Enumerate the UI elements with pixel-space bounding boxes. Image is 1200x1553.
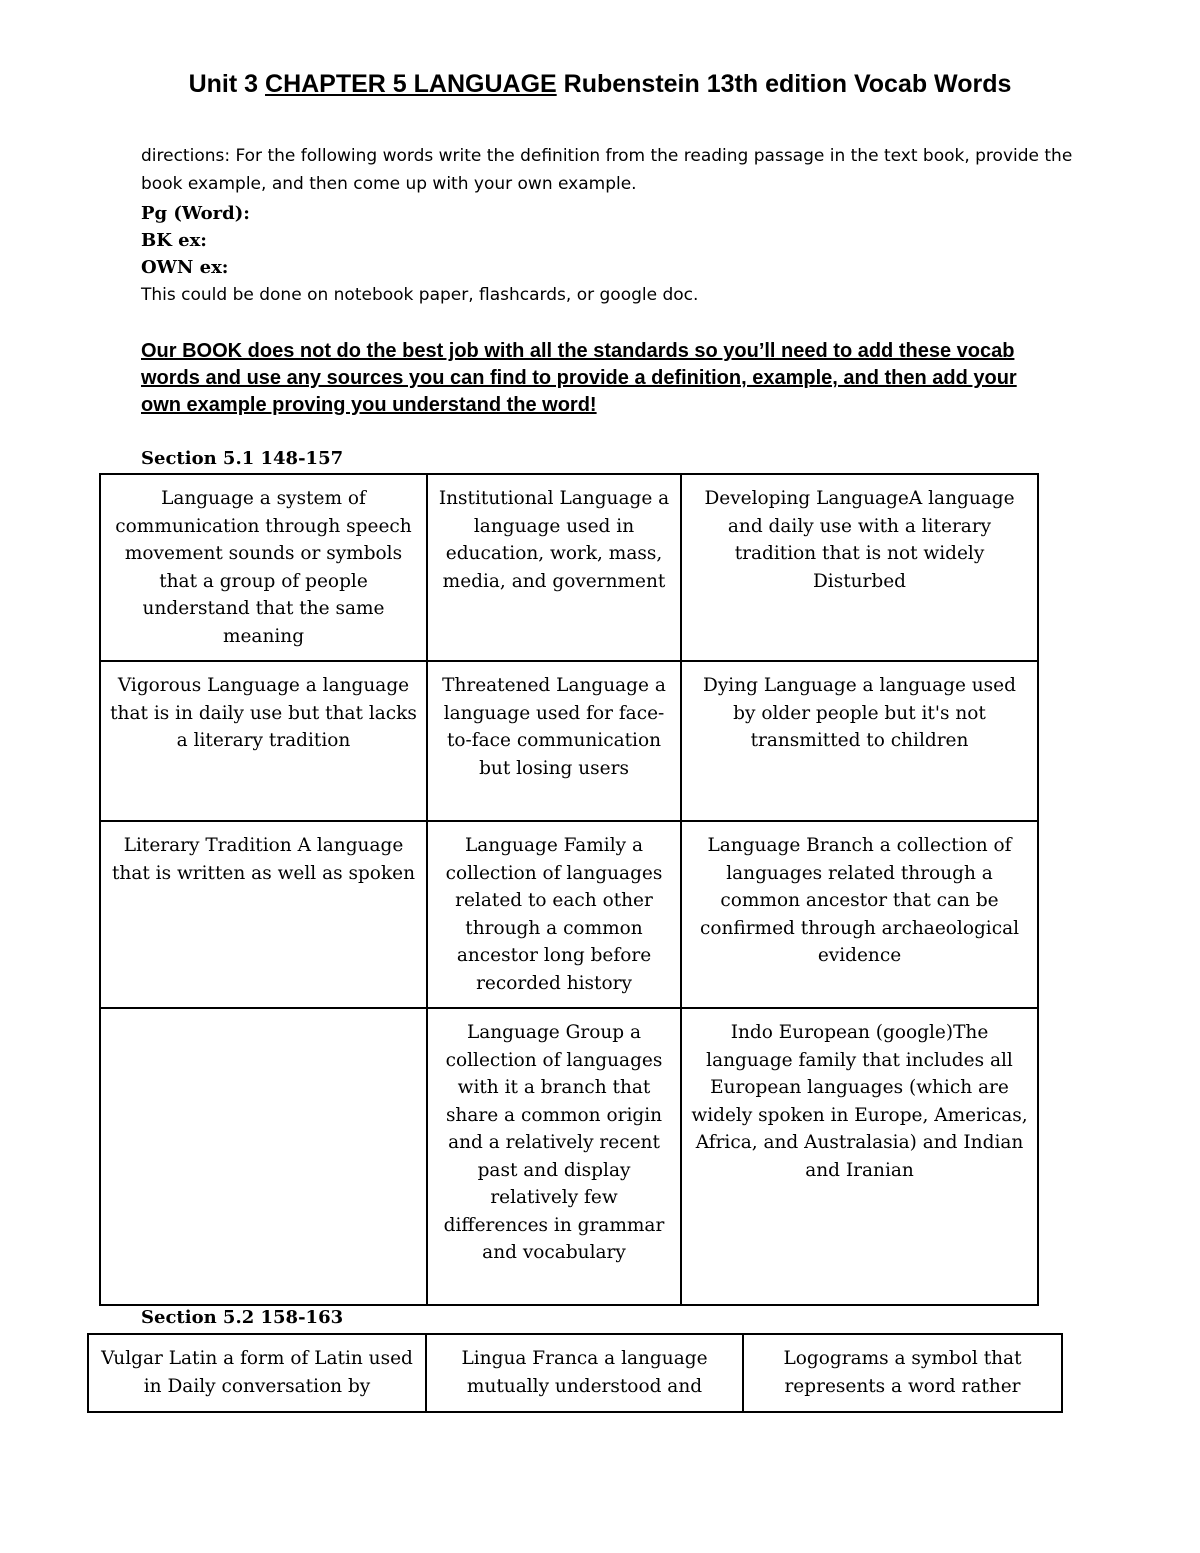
template-own-example: OWN ex: [141, 257, 229, 278]
directions-text: directions: For the following words write the definition from the reading passage in the text book, provide the book example, and then come up with your own example. [141, 146, 1073, 194]
vocab-cell: Literary Tradition A language that is written as well as spoken [100, 821, 427, 1008]
table-row [100, 474, 1038, 661]
title-suffix: Rubenstein 13th edition Vocab Words [556, 70, 1012, 98]
vocab-cell: Indo European (google)The language family that includes all European languages (which are widely spoken in Europe, Americas, Africa, and Australasia) and Indian and Iranian [681, 1008, 1038, 1305]
vocab-cell: Logograms a symbol that represents a word rather [743, 1334, 1062, 1412]
section-5-2-vocab-table [87, 1333, 1063, 1413]
title-prefix: Unit 3 [188, 70, 266, 98]
template-book-example: BK ex: [141, 230, 207, 251]
table-row [100, 661, 1038, 821]
vocab-cell: Vulgar Latin a form of Latin used in Daily conversation by [88, 1334, 426, 1412]
vocab-cell: Institutional Language a language used in education, work, mass, media, and government [427, 474, 681, 661]
vocab-cell: Vigorous Language a language that is in daily use but that lacks a literary tradition [100, 661, 427, 821]
table-row [100, 821, 1038, 1008]
format-note: This could be done on notebook paper, flashcards, or google doc. [141, 285, 699, 305]
vocab-cell-empty [100, 1008, 427, 1305]
table-row [88, 1334, 1062, 1412]
emphasis-note: Our BOOK does not do the best job with all the standards so you’ll need to add these vocab words and use any sources you can find to provide a definition, example, and then add your own example proving you understand the word! [141, 340, 1017, 416]
vocab-cell: Threatened Language a language used for face-to-face communication but losing users [427, 661, 681, 821]
section-5-1-label: Section 5.1 148-157 [141, 448, 344, 469]
vocab-cell: Language Branch a collection of languages related through a common ancestor that can be confirmed through archaeological evidence [681, 821, 1038, 1008]
vocab-cell: Language a system of communication through speech movement sounds or symbols that a group of people understand that the same meaning [100, 474, 427, 661]
vocab-cell: Developing LanguageA language and daily use with a literary tradition that is not widely Disturbed [681, 474, 1038, 661]
page-title [0, 70, 1200, 99]
section-5-2-label: Section 5.2 158-163 [141, 1307, 344, 1328]
table-row [100, 1008, 1038, 1305]
answer-template [141, 200, 250, 281]
vocab-cell: Dying Language a language used by older people but it's not transmitted to children [681, 661, 1038, 821]
section-5-1-vocab-table [99, 473, 1039, 1306]
vocab-cell: Lingua Franca a language mutually understood and [426, 1334, 743, 1412]
vocab-cell: Language Family a collection of languages related to each other through a common ancestor long before recorded history [427, 821, 681, 1008]
template-page-word: Pg (Word): [141, 203, 250, 224]
title-chapter: CHAPTER 5 LANGUAGE [265, 70, 557, 98]
vocab-cell: Language Group a collection of languages with it a branch that share a common origin and a relatively recent past and display relatively few differences in grammar and vocabulary [427, 1008, 681, 1305]
